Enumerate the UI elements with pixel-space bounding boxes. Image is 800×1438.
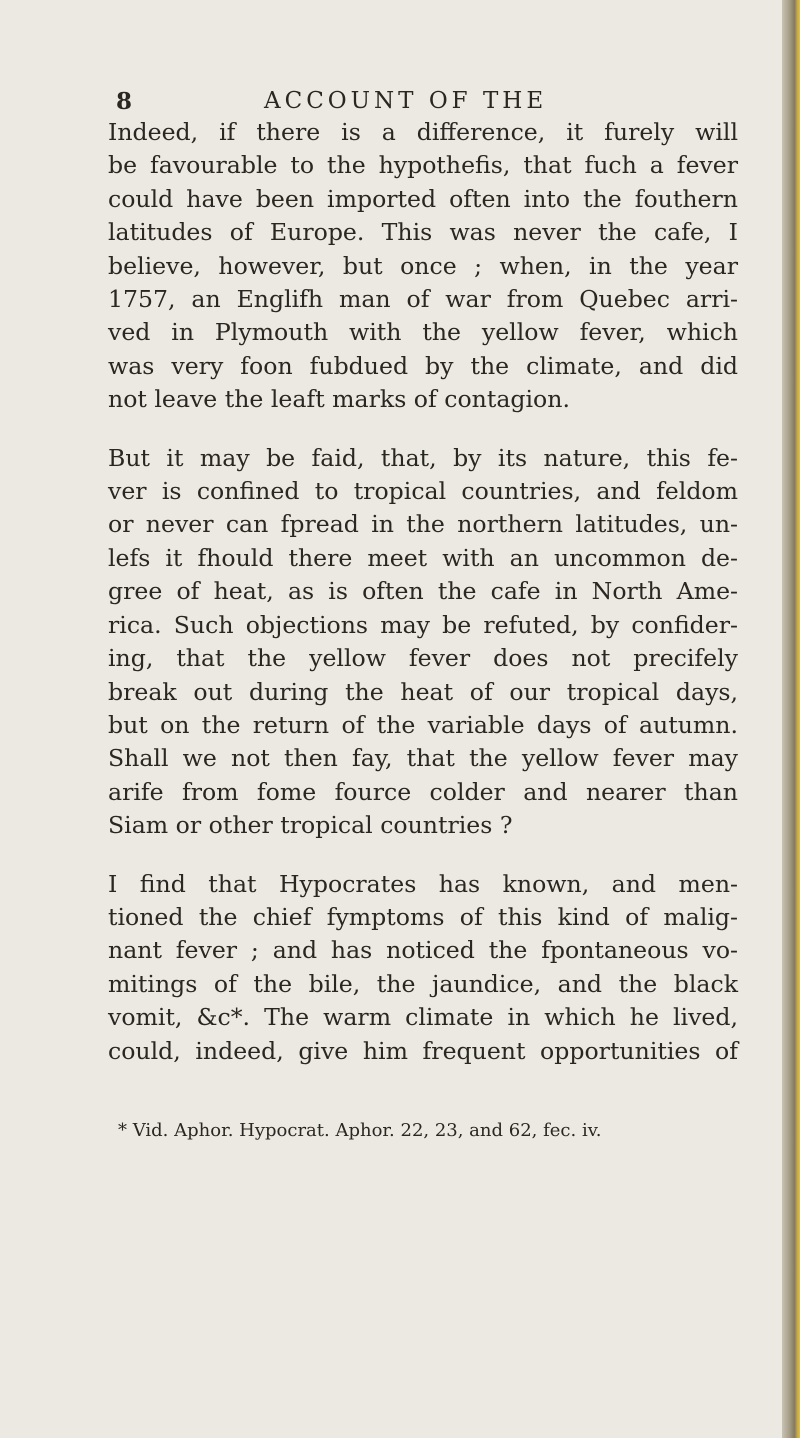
- text-line: be favourable to the hypothefis, that fuch a fever: [108, 151, 738, 180]
- text-line: vomit, &c*. The warm climate in which he lived,: [108, 1003, 738, 1032]
- footnote: * Vid. Aphor. Hypocrat. Aphor. 22, 23, and 62, fec. iv.: [118, 1120, 602, 1141]
- text-line: lefs it fhould there meet with an uncommon de-: [108, 543, 738, 572]
- text-line: rica. Such objections may be refuted, by confider-: [108, 610, 738, 639]
- text-line: Siam or other tropical countries ?: [108, 811, 513, 840]
- page-edge: [782, 0, 800, 1438]
- text-line: could, indeed, give him frequent opportunities of: [108, 1036, 738, 1065]
- text-line: but on the return of the variable days of autumn.: [108, 710, 738, 739]
- text-line: Indeed, if there is a difference, it furely will: [108, 118, 738, 146]
- body-text: [108, 116, 738, 1093]
- page-number: 8: [116, 88, 137, 115]
- text-line: 1757, an Englifh man of war from Quebec arri-: [108, 285, 738, 314]
- text-line: tioned the chief fymptoms of this kind of malig-: [108, 902, 738, 931]
- text-line: ved in Plymouth with the yellow fever, which: [108, 318, 738, 347]
- running-head: ACCOUNT OF THE: [264, 88, 548, 114]
- page-header: [116, 88, 736, 118]
- text-line: mitings of the bile, the jaundice, and the black: [108, 969, 738, 998]
- text-line: ver is confined to tropical countries, and feldom: [108, 477, 738, 506]
- paragraph-3: [108, 868, 738, 1068]
- text-line: arife from fome fource colder and nearer than: [108, 777, 738, 806]
- text-line: believe, however, but once ; when, in the year: [108, 251, 738, 280]
- text-line: I find that Hypocrates has known, and men-: [108, 869, 738, 898]
- text-line: nant fever ; and has noticed the fpontaneous vo-: [108, 936, 738, 965]
- text-line: gree of heat, as is often the cafe in North Ame-: [108, 577, 738, 606]
- text-line: not leave the leaft marks of contagion.: [108, 385, 570, 414]
- text-line: or never can fpread in the northern latitudes, un-: [108, 510, 738, 539]
- text-line: ing, that the yellow fever does not precifely: [108, 644, 738, 673]
- text-line: was very foon fubdued by the climate, and did: [108, 351, 738, 380]
- text-line: But it may be faid, that, by its nature, this fe-: [108, 443, 738, 472]
- paragraph-1: [108, 116, 738, 417]
- paragraph-2: [108, 442, 738, 843]
- text-line: latitudes of Europe. This was never the cafe, I: [108, 218, 738, 247]
- text-line: could have been imported often into the fouthern: [108, 184, 738, 213]
- text-line: Shall we not then fay, that the yellow fever may: [108, 744, 738, 773]
- text-line: break out during the heat of our tropical days,: [108, 677, 738, 706]
